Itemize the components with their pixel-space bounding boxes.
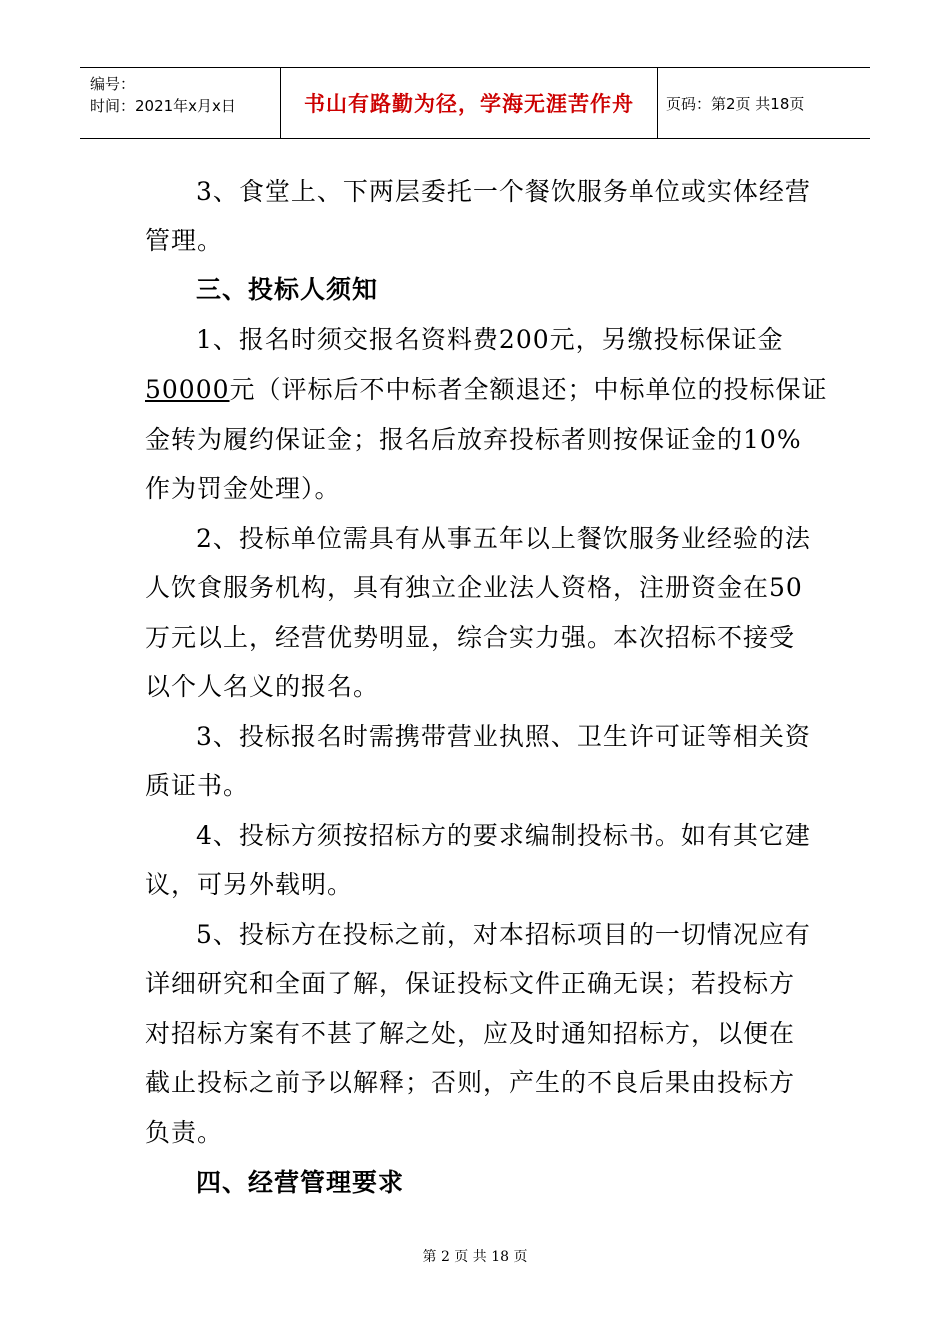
page-footer: 第 2 页 共 18 页 — [422, 1249, 528, 1265]
section-heading: 四、经营管理要求 — [196, 1168, 405, 1197]
paragraph-line: 截止投标之前予以解释；否则，产生的不良后果由投标方 — [145, 1068, 796, 1097]
header-meta — [80, 68, 281, 138]
paragraph-line: 4、投标方须按招标方的要求编制投标书。如有其它建 — [196, 821, 811, 850]
paragraph-line: 质证书。 — [145, 771, 250, 800]
paragraph-line: 作为罚金处理）。 — [145, 474, 341, 503]
paragraph-line: 对招标方案有不甚了解之处，应及时通知招标方，以便在 — [145, 1019, 796, 1048]
paragraph-line: 议，可另外载明。 — [145, 870, 354, 899]
number-label: 编号： — [90, 75, 136, 93]
paragraph-line: 详细研究和全面了解，保证投标文件正确无误；若投标方 — [145, 969, 796, 998]
deposit-amount: 50000 — [145, 375, 230, 404]
paragraph-line: 2、投标单位需具有从事五年以上餐饮服务业经验的法 — [196, 524, 811, 553]
paragraph-line: 50000元（评标后不中标者全额退还；中标单位的投标保证 — [145, 375, 828, 404]
header-table — [80, 67, 870, 139]
paragraph-line: 1、报名时须交报名资料费200元，另缴投标保证金 — [196, 325, 784, 354]
paragraph-line: 5、投标方在投标之前，对本招标项目的一切情况应有 — [196, 920, 811, 949]
paragraph-line: 负责。 — [145, 1118, 224, 1147]
motto: 书山有路勤为径，学海无涯苦作舟 — [304, 92, 634, 116]
time-label: 时间：2021年x月x日 — [90, 97, 236, 115]
paragraph-line: 管理。 — [145, 226, 224, 255]
paragraph-line: 万元以上，经营优势明显，综合实力强。本次招标不接受 — [145, 623, 796, 652]
paragraph-line: 3、投标报名时需携带营业执照、卫生许可证等相关资 — [196, 722, 811, 751]
paragraph-line: 以个人名义的报名。 — [145, 672, 380, 701]
paragraph-line: 3、食堂上、下两层委托一个餐饮服务单位或实体经营 — [196, 177, 811, 206]
section-heading: 三、投标人须知 — [196, 275, 379, 304]
paragraph-line: 金转为履约保证金；报名后放弃投标者则按保证金的10% — [145, 425, 802, 454]
motto-cell — [281, 68, 658, 138]
paragraph-line: 人饮食服务机构，具有独立企业法人资格，注册资金在50 — [145, 573, 803, 602]
page-info: 页码：第2页 共18页 — [666, 94, 805, 113]
